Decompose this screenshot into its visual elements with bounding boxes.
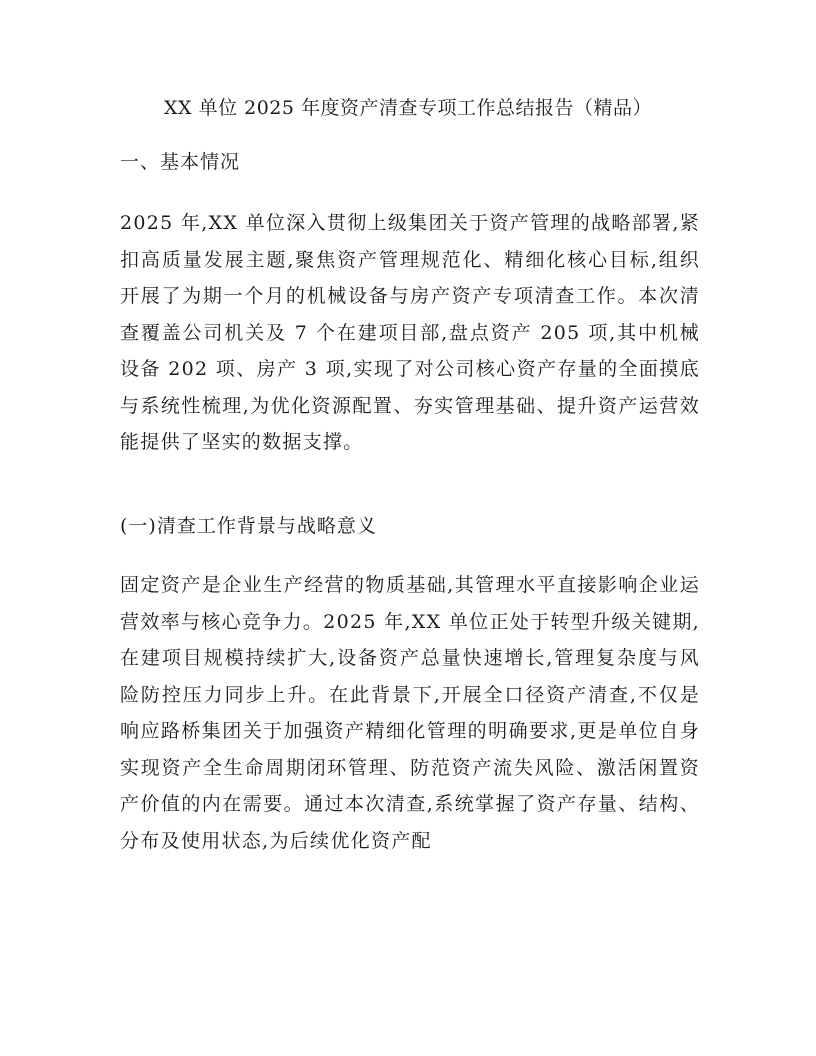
paragraph-background: 固定资产是企业生产经营的物质基础,其管理水平直接影响企业运营效率与核心竞争力。2025 年,XX 单位正处于转型升级关键期,在建项目规模持续扩大,设备资产总量快速增长,管理复杂度与风险防控压力同步上升。在此背景下,开展全口径资产清查,不仅是响应路桥集团关于加强资产精细化管理的明确要求,更是单位自身实现资产全生命周期闭环管理、防范资产流失风险、激活闲置资产价值的内在需要。通过本次清查,系统掌握了资产存量、结构、分布及使用状态,为后续优化资产配 [120,574,700,852]
section-heading-basic-info: 一、基本情况 [120,151,241,173]
paragraph-overview: 2025 年,XX 单位深入贯彻上级集团关于资产管理的战略部署,紧扣高质量发展主题,聚焦资产管理规范化、精细化核心目标,组织开展了为期一个月的机械设备与房产资产专项清查工作。本次清查覆盖公司机关及 7 个在建项目部,盘点资产 205 项,其中机械设备 202 项、房产 3 项,实现了对公司核心资产存量的全面摸底与系统性梳理,为优化资源配置、夯实管理基础、提升资产运营效能提供了坚实的数据支撑。 [120,212,700,453]
subsection-heading-background: (一)清查工作背景与战略意义 [120,515,377,537]
document-title: XX 单位 2025 年度资产清查专项工作总结报告（精品） [163,97,653,119]
